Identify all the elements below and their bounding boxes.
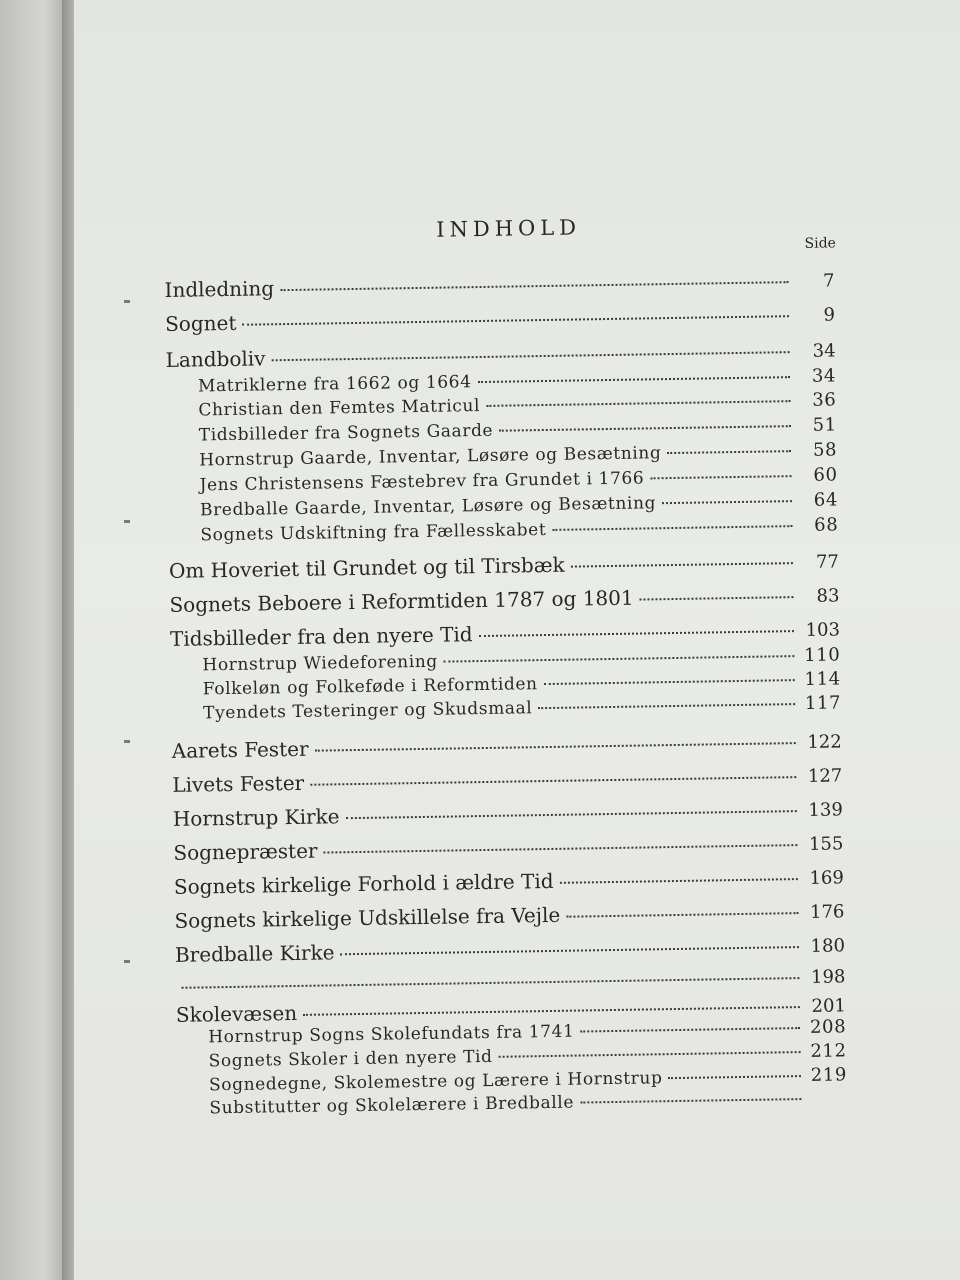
- toc-entry-page: 117: [804, 692, 842, 714]
- toc-entry-label: Hornstrup Gaarde, Inventar, Løsøre og Besætning: [199, 443, 662, 471]
- toc-entry-page: 60: [813, 464, 838, 486]
- dot-leader: [667, 450, 791, 454]
- toc-entry: [169, 582, 839, 619]
- toc-entry-label: Jens Christensens Fæstebrev fra Grundet i 1766: [199, 468, 645, 496]
- toc-entry-label: Sognedegne, Skolemestre og Lærere i Hornstrup: [208, 1068, 663, 1096]
- toc-entry-page: 36: [812, 389, 837, 411]
- toc-entry-label: Landboliv: [165, 346, 266, 372]
- toc-entry-page: 169: [809, 867, 845, 889]
- toc-entry-page: 58: [812, 439, 838, 461]
- toc-entry-label: Aarets Fester: [171, 736, 309, 763]
- toc-entry-page: 198: [810, 966, 846, 988]
- dot-leader: [552, 525, 792, 531]
- toc-entry-label: Sognet: [164, 310, 237, 336]
- toc-entry-page: 64: [813, 489, 839, 511]
- dot-leader: [479, 630, 794, 637]
- toc-entry-page: 34: [812, 340, 836, 362]
- toc-entry: [173, 830, 843, 867]
- dot-leader: [324, 844, 798, 853]
- toc-entry-label: Bredballe Gaarde, Inventar, Løsøre og Besætning: [199, 493, 657, 521]
- dot-leader: [580, 1027, 800, 1032]
- toc-entry-page: 155: [808, 833, 844, 855]
- dot-leader: [242, 315, 789, 326]
- toc-entry-page: 114: [804, 668, 841, 690]
- dot-leader: [303, 1006, 800, 1016]
- dot-leader: [271, 351, 789, 361]
- toc-entry: [175, 932, 845, 969]
- binding-stitch: [124, 740, 130, 743]
- toc-entry-page: 208: [809, 1016, 847, 1038]
- dot-leader: [499, 425, 791, 432]
- toc-entry-page: 180: [810, 935, 846, 957]
- dot-leader: [566, 912, 798, 918]
- toc-entry-page: 127: [807, 765, 843, 787]
- toc-entry-label: Hornstrup Sogns Skolefundats fra 1741: [208, 1021, 575, 1048]
- toc-entry-page: 34: [811, 365, 837, 387]
- toc-entry-page: 110: [804, 644, 841, 666]
- dot-leader: [310, 776, 796, 786]
- toc-entry-page: 7: [822, 270, 835, 292]
- toc-entry-page: 83: [816, 585, 840, 607]
- toc-entry-label: Sognets kirkelige Udskillelse fra Vejle: [174, 902, 561, 933]
- dot-leader: [650, 475, 791, 479]
- toc-entry: [172, 728, 842, 765]
- dot-leader: [538, 703, 795, 709]
- binding-stitch: [124, 960, 130, 963]
- table-of-contents: [160, 0, 870, 1280]
- dot-leader: [346, 810, 797, 819]
- toc-entry-label: Tyendets Testeringer og Skudsmaal: [203, 698, 533, 724]
- toc-entry-label: Sognets Skoler i den nyere Tid: [208, 1046, 493, 1072]
- toc-entry-label: Sognepræster: [173, 838, 318, 865]
- toc-entry-label: Matriklerne fra 1662 og 1664: [197, 372, 472, 397]
- dot-leader: [444, 655, 795, 663]
- dot-leader: [668, 1075, 801, 1079]
- toc-entry-page: 201: [811, 995, 847, 1017]
- binding-stitch: [124, 300, 130, 303]
- toc-entry-label: Christian den Femtes Matricul: [198, 396, 481, 421]
- toc-entry-page: 122: [807, 731, 842, 753]
- toc-entry-label: Hornstrup Wiedeforening: [202, 651, 438, 676]
- dot-leader: [580, 1098, 801, 1103]
- toc-entry: [172, 762, 842, 799]
- dot-leader: [499, 1051, 801, 1058]
- toc-entry-label: Indledning: [164, 276, 275, 302]
- dot-leader: [478, 376, 790, 383]
- toc-entry-label: Tidsbilleder fra den nyere Tid: [169, 622, 473, 651]
- toc-entry-page: [807, 1103, 847, 1104]
- toc-entry-page: 139: [808, 799, 843, 821]
- toc-entry-label: Sognets Udskiftning fra Fællesskabet: [200, 519, 547, 546]
- dot-leader: [571, 562, 793, 567]
- toc-entry-label: Hornstrup Kirke: [172, 804, 340, 831]
- toc-entry: [174, 864, 844, 901]
- toc-entry-label: Bredballe Kirke: [174, 940, 335, 967]
- toc-entry-label: Sognets Beboere i Reformtiden 1787 og 1801: [169, 585, 634, 617]
- toc-entry-page: 103: [805, 619, 841, 641]
- binding-stitch: [124, 520, 130, 523]
- toc-entry-label: Livets Fester: [172, 770, 305, 797]
- toc-entry-page: 9: [823, 304, 836, 326]
- toc-entry-page: 176: [809, 901, 845, 923]
- dot-leader: [560, 878, 798, 884]
- page-column-label: Side: [804, 235, 837, 252]
- dot-leader: [640, 596, 794, 600]
- toc-entry-label: Skolevæsen: [175, 1000, 298, 1027]
- dot-leader: [280, 281, 788, 291]
- toc-entry: [173, 796, 843, 833]
- toc-entry-label: Tidsbilleder fra Sognets Gaarde: [198, 420, 494, 446]
- toc-entry: [174, 898, 844, 935]
- dot-leader: [315, 742, 796, 752]
- toc-entry: [165, 301, 835, 338]
- toc-entry-label: Sognets kirkelige Forhold i ældre Tid: [173, 868, 554, 899]
- page-title: INDHOLD: [436, 215, 582, 242]
- toc-entry-label: Om Hoveriet til Grundet og til Tirsbæk: [168, 552, 565, 583]
- toc-entry-page: 51: [812, 414, 837, 436]
- toc-entry-page: 68: [814, 514, 839, 536]
- toc-entry: [169, 548, 839, 585]
- dot-leader: [182, 977, 800, 989]
- toc-entry-page: 77: [815, 551, 840, 573]
- toc-entry-label: Substitutter og Skolelærere i Bredballe: [209, 1092, 575, 1119]
- toc-entry-page: 219: [810, 1064, 848, 1086]
- dot-leader: [544, 679, 795, 685]
- dot-leader: [486, 400, 790, 407]
- dot-leader: [662, 500, 792, 504]
- toc-entry: [164, 267, 834, 304]
- toc-entry-page: 212: [810, 1040, 847, 1062]
- toc-entry-label: Folkeløn og Folkeføde i Reformtiden: [202, 674, 538, 700]
- dot-leader: [340, 946, 799, 955]
